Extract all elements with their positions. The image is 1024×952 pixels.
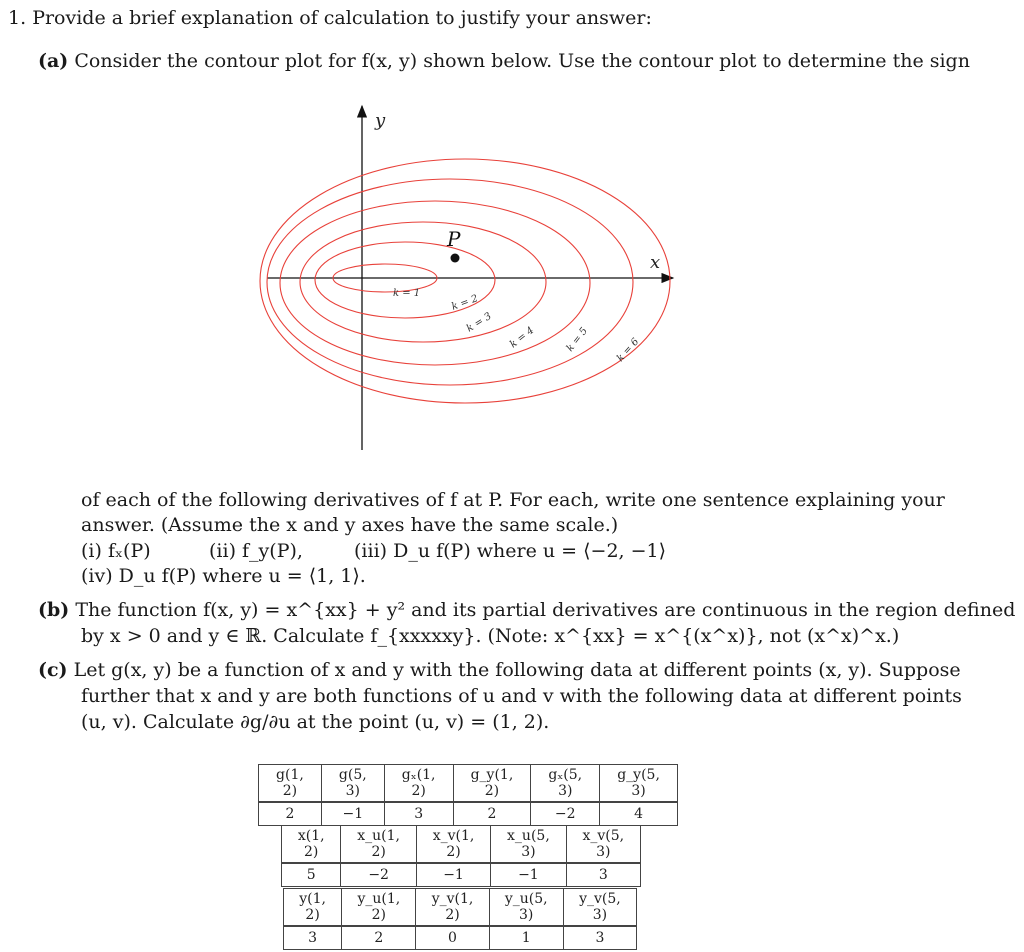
table-y-header: y_u(1, 2) [342,889,416,927]
contour-label-k4: k = 4 [508,324,537,351]
table-y-header-row [284,889,637,927]
contour-label-k1: k = 1 [393,288,421,299]
table-g-cell: 3 [384,802,453,826]
table-y-cell: 1 [489,926,563,950]
table-x-header: x_u(1, 2) [341,826,416,864]
table-g-cell: 4 [600,802,678,826]
contour-k6 [260,159,670,403]
table-g-header: gₓ(5, 3) [531,765,600,803]
contour-label-k2: k = 2 [450,293,480,313]
table-x-cell: 3 [566,863,640,887]
table-x-header: x_u(5, 3) [491,826,566,864]
table-x-header: x_v(5, 3) [566,826,640,864]
table-y [283,888,637,950]
table-y-header: y_v(5, 3) [563,889,636,927]
part-b-line-2: by x > 0 and y ∈ ℝ. Calculate f_{xxxxxy}. (Note: x^{xx} = x^{(x^x)}, not (x^x)^x.) [81,625,900,647]
part-a-items-row-1 [81,539,667,563]
part-c-line-1 [38,658,961,682]
part-b-label: (b) [38,599,70,621]
table-g-cell: −1 [321,802,384,826]
table-g-cell: 2 [259,802,322,826]
point-p-label: P [447,227,461,251]
contour-label-k6: k = 6 [615,336,642,365]
point-p [451,254,460,263]
contour-label-k3: k = 3 [464,310,494,335]
table-y-cell: 0 [416,926,489,950]
item-iv: (iv) D_u f(P) where u = ⟨1, 1⟩. [81,565,366,587]
part-c-text-1: Let g(x, y) be a function of x and y with the following data at different points (x, y). Suppose [73,659,961,681]
part-c-line-3: (u, v). Calculate ∂g/∂u at the point (u, v) = (1, 2). [81,711,550,733]
part-a-text: Consider the contour plot for f(x, y) shown below. Use the contour plot to determine the sign [74,50,970,72]
part-a-continuation-1: of each of the following derivatives of f at P. For each, write one sentence explaining your [81,489,945,511]
contour-k5 [267,179,633,385]
table-y-cell: 3 [563,926,636,950]
table-y-header: y(1, 2) [284,889,342,927]
question-heading [8,6,652,30]
table-g-header: g_y(5, 3) [600,765,678,803]
x-axis-label: x [650,252,661,273]
table-x [281,825,641,887]
contour-k3 [300,222,546,342]
part-a-items-row-2 [81,564,366,588]
item-ii: (ii) f_y(P), [209,540,303,562]
part-b-text-1: The function f(x, y) = x^{xx} + y² and its partial derivatives are continuous in the region defined [75,599,1016,621]
contour-k4 [280,201,590,365]
table-y-header: y_u(5, 3) [489,889,563,927]
table-x-value-row [282,863,641,887]
table-g-header: g(1, 2) [259,765,322,803]
table-g-header-row [259,765,678,803]
table-g-header: g_y(1, 2) [453,765,531,803]
item-i: (i) fₓ(P) [81,540,151,562]
table-x-cell: −1 [416,863,490,887]
part-b-line-1 [38,598,1015,622]
part-c-line-2: further that x and y are both functions of u and v with the following data at different points [81,685,962,707]
table-g-value-row [259,802,678,826]
table-y-cell: 3 [284,926,342,950]
table-x-header: x_v(1, 2) [416,826,490,864]
item-iii: (iii) D_u f(P) where u = ⟨−2, −1⟩ [354,540,667,562]
question-number: 1. [8,7,27,29]
table-y-header: y_v(1, 2) [416,889,489,927]
part-c-label: (c) [38,659,68,681]
table-g-cell: 2 [453,802,531,826]
table-x-cell: 5 [282,863,341,887]
table-x-header: x(1, 2) [282,826,341,864]
part-a-intro [38,49,970,73]
contour-plot [255,100,695,460]
question-prompt: Provide a brief explanation of calculation to justify your answer: [32,7,652,29]
contour-label-k5: k = 5 [564,325,591,354]
table-g-header: g(5, 3) [321,765,384,803]
part-a-continuation-2: answer. (Assume the x and y axes have the same scale.) [81,514,619,536]
part-a-label: (a) [38,50,69,72]
table-x-header-row [282,826,641,864]
table-x-cell: −1 [491,863,566,887]
table-g [258,764,678,826]
table-y-value-row [284,926,637,950]
table-g-cell: −2 [531,802,600,826]
table-y-cell: 2 [342,926,416,950]
table-x-cell: −2 [341,863,416,887]
y-axis-label: y [375,110,386,131]
table-g-header: gₓ(1, 2) [384,765,453,803]
contour-curves [260,159,670,403]
